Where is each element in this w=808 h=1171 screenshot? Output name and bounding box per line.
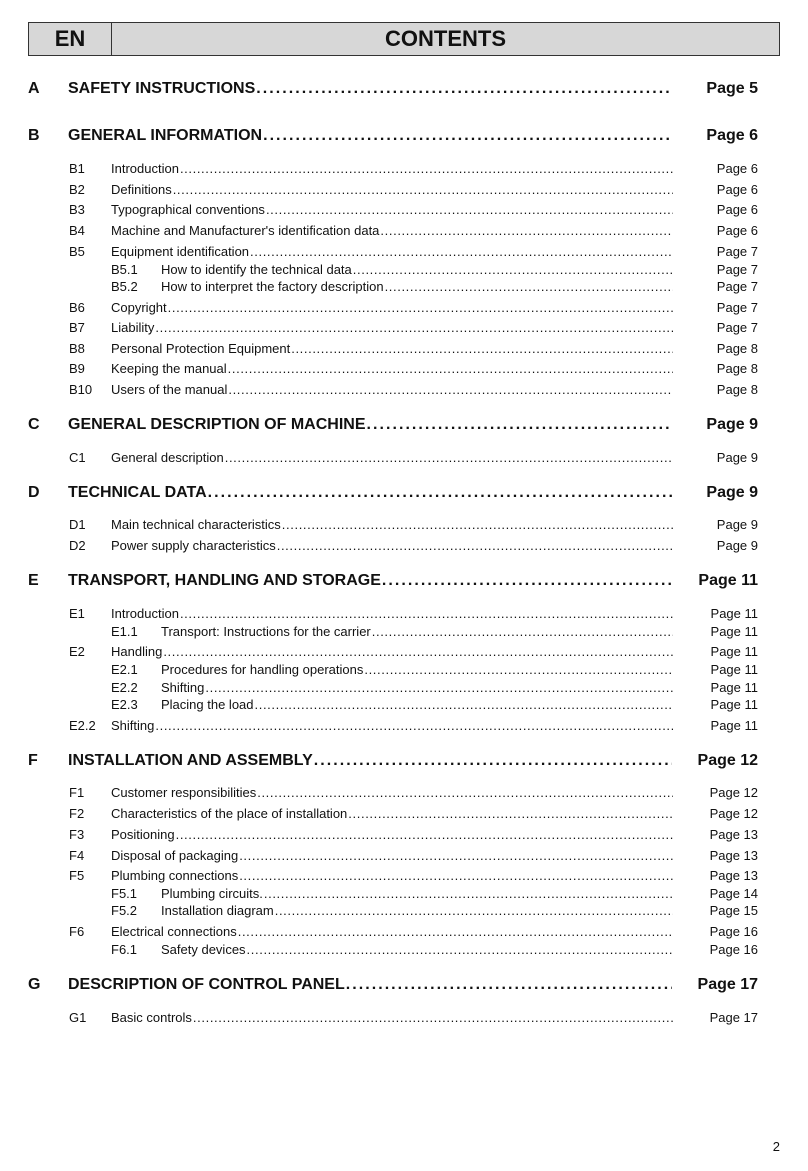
toc-page-ref: Page 7 [716,279,758,294]
toc-code: E2 [69,644,85,659]
toc-entry [0,279,808,295]
toc-code: D1 [69,517,86,532]
toc-entry [0,868,808,884]
toc-code: A [28,80,40,97]
toc-code: E2.3 [111,697,138,712]
toc-title[interactable]: Shifting [161,680,205,695]
toc-code: E [28,572,39,589]
toc-title[interactable]: SAFETY INSTRUCTIONS [68,80,256,97]
toc-page-ref: Page 17 [697,976,758,993]
toc-title[interactable]: General description [111,450,224,465]
toc-page-ref: Page 6 [716,223,758,238]
dot-leader [275,903,673,918]
toc-title[interactable]: Plumbing circuits. [161,886,263,901]
toc-title[interactable]: GENERAL INFORMATION [68,127,263,144]
toc-page-ref: Page 11 [698,572,758,589]
toc-entry [0,450,808,466]
toc-section [0,752,808,774]
toc-code: D [28,484,40,501]
dot-leader [282,517,673,532]
toc-code: D2 [69,538,86,553]
toc-entry [0,300,808,316]
dot-leader [239,868,673,883]
toc-title[interactable]: Plumbing connections [111,868,239,883]
toc-page-ref: Page 7 [716,320,758,335]
toc-page-ref: Page 12 [709,806,758,821]
toc-page-ref: Page 7 [716,300,758,315]
toc-title[interactable]: Disposal of packaging [111,848,239,863]
toc-title[interactable]: Characteristics of the place of installation [111,806,348,821]
toc-title[interactable]: Introduction [111,606,179,621]
dot-leader [250,244,673,259]
toc-code: C1 [69,450,86,465]
toc-entry [0,644,808,660]
dot-leader [264,886,673,901]
toc-entry [0,517,808,533]
toc-title[interactable]: GENERAL DESCRIPTION OF MACHINE [68,416,366,433]
toc-section [0,484,808,506]
toc-code: B [28,127,40,144]
toc-code: B4 [69,223,85,238]
toc-code: B9 [69,361,85,376]
toc-title[interactable]: INSTALLATION AND ASSEMBLY [68,752,313,769]
dot-leader [155,718,673,733]
dot-leader [228,382,673,397]
toc-title[interactable]: Copyright [111,300,167,315]
dot-leader [239,848,673,863]
toc-title[interactable]: Equipment identification [111,244,250,259]
toc-entry [0,806,808,822]
dot-leader [367,416,673,434]
toc-entry [0,341,808,357]
toc-entry [0,886,808,902]
toc-page-ref: Page 7 [716,262,758,277]
toc-title[interactable]: Basic controls [111,1010,192,1025]
toc-code: F [28,752,38,769]
dot-leader [228,361,673,376]
dot-leader [255,697,673,712]
toc-page-ref: Page 9 [706,484,758,501]
toc-code: B5.1 [111,262,138,277]
toc-code: B2 [69,182,85,197]
toc-code: F5.2 [111,903,138,918]
dot-leader [256,80,672,98]
toc-entry [0,680,808,696]
toc-entry [0,924,808,940]
toc-code: B10 [69,382,93,397]
toc-title[interactable]: Personal Protection Equipment [111,341,291,356]
toc-title[interactable]: Electrical connections [111,924,237,939]
toc-page-ref: Page 7 [716,244,758,259]
language-code: EN [29,23,112,55]
toc-page-ref: Page 5 [706,80,758,97]
toc-title[interactable]: TRANSPORT, HANDLING AND STORAGE [68,572,381,589]
toc-code: F4 [69,848,85,863]
dot-leader [180,606,673,621]
toc-code: G1 [69,1010,87,1025]
toc-title[interactable]: Handling [111,644,163,659]
dot-leader [348,806,673,821]
toc-entry [0,785,808,801]
toc-page-ref: Page 11 [710,662,758,677]
toc-page-ref: Page 15 [709,903,758,918]
toc-page-ref: Page 14 [709,886,758,901]
toc-entry [0,223,808,239]
toc-code: F3 [69,827,85,842]
toc-entry [0,262,808,278]
toc-page-ref: Page 12 [697,752,758,769]
toc-entry [0,382,808,398]
toc-code: B5 [69,244,85,259]
toc-title[interactable]: Safety devices [161,942,246,957]
toc-title[interactable]: Introduction [111,161,179,176]
toc-code: F1 [69,785,85,800]
dot-leader [163,644,673,659]
toc-title[interactable]: Users of the manual [111,382,228,397]
toc-title[interactable]: Transport: Instructions for the carrier [161,624,371,639]
page-number: 2 [772,1139,780,1154]
dot-leader [155,320,673,335]
dot-leader [291,341,673,356]
dot-leader [193,1010,673,1025]
toc-code: F5.1 [111,886,138,901]
toc-entry [0,361,808,377]
toc-page-ref: Page 11 [710,718,758,733]
toc-title[interactable]: TECHNICAL DATA [68,484,207,501]
toc-entry [0,903,808,919]
toc-page-ref: Page 8 [716,382,758,397]
toc-title[interactable]: Typographical conventions [111,202,265,217]
toc-title[interactable]: How to interpret the factory description [161,279,384,294]
toc-entry [0,161,808,177]
toc-page-ref: Page 9 [716,517,758,532]
toc-title[interactable]: How to identify the technical data [161,262,352,277]
toc-page-ref: Page 11 [710,644,758,659]
dot-leader [263,127,672,145]
dot-leader [205,680,673,695]
toc-title[interactable]: Liability [111,320,155,335]
toc-page-ref: Page 6 [706,127,758,144]
toc-entry [0,624,808,640]
dot-leader [173,182,673,197]
page-title: CONTENTS [385,26,506,51]
toc-entry [0,606,808,622]
toc-entry [0,942,808,958]
toc-entry [0,538,808,554]
toc-page-ref: Page 16 [709,924,758,939]
dot-leader [247,942,673,957]
toc-section [0,572,808,594]
toc-page-ref: Page 16 [709,942,758,957]
dot-leader [380,223,673,238]
toc-title[interactable]: Definitions [111,182,172,197]
toc-page-ref: Page 12 [709,785,758,800]
toc-page-ref: Page 13 [709,827,758,842]
toc-title[interactable]: DESCRIPTION OF CONTROL PANEL [68,976,345,993]
toc-section [0,416,808,438]
toc-page-ref: Page 11 [710,624,758,639]
toc-code: E2.2 [69,718,96,733]
toc-page-ref: Page 8 [716,361,758,376]
dot-leader [385,279,673,294]
toc-code: E1 [69,606,85,621]
toc-entry [0,827,808,843]
dot-leader [364,662,673,677]
toc-page-ref: Page 8 [716,341,758,356]
toc-entry [0,244,808,260]
dot-leader [314,752,672,770]
toc-entry [0,1010,808,1026]
toc-title[interactable]: Customer responsibilities [111,785,257,800]
toc-title[interactable]: Main technical characteristics [111,517,281,532]
toc-entry [0,182,808,198]
toc-section [0,976,808,998]
toc-title[interactable]: Positioning [111,827,175,842]
toc-code: G [28,976,41,993]
toc-entry [0,718,808,734]
toc-title[interactable]: Procedures for handling operations [161,662,364,677]
toc-code: B1 [69,161,85,176]
dot-leader [208,484,672,502]
toc-code: B6 [69,300,85,315]
dot-leader [168,300,673,315]
toc-section [0,127,808,149]
toc-title[interactable]: Machine and Manufacturer's identification data [111,223,380,238]
toc-page-ref: Page 11 [710,680,758,695]
toc-entry [0,697,808,713]
toc-entry [0,662,808,678]
dot-leader [277,538,673,553]
dot-leader [372,624,673,639]
toc-page-ref: Page 6 [716,161,758,176]
toc-code: E1.1 [111,624,138,639]
dot-leader [266,202,673,217]
toc-code: B3 [69,202,85,217]
dot-leader [382,572,672,590]
toc-page-ref: Page 6 [716,202,758,217]
toc-page-ref: Page 11 [710,606,758,621]
toc-code: E2.1 [111,662,138,677]
toc-code: E2.2 [111,680,138,695]
toc-page-ref: Page 9 [716,538,758,553]
toc-code: B7 [69,320,85,335]
toc-code: F6 [69,924,85,939]
dot-leader [346,976,672,994]
toc-title[interactable]: Keeping the manual [111,361,227,376]
toc-code: C [28,416,40,433]
toc-page-ref: Page 9 [706,416,758,433]
dot-leader [238,924,673,939]
toc-page-ref: Page 9 [716,450,758,465]
toc-title[interactable]: Shifting [111,718,155,733]
toc-code: F6.1 [111,942,138,957]
toc-entry [0,320,808,336]
toc-page-ref: Page 13 [709,868,758,883]
toc-page-ref: Page 17 [709,1010,758,1025]
toc-page-ref: Page 11 [710,697,758,712]
toc-section [0,80,808,102]
contents-header [28,22,780,56]
toc-code: B5.2 [111,279,138,294]
dot-leader [257,785,673,800]
toc-entry [0,848,808,864]
dot-leader [353,262,673,277]
toc-code: B8 [69,341,85,356]
dot-leader [176,827,673,842]
toc-code: F5 [69,868,85,883]
toc-code: F2 [69,806,85,821]
dot-leader [180,161,673,176]
toc-entry [0,202,808,218]
dot-leader [225,450,673,465]
toc-title[interactable]: Installation diagram [161,903,274,918]
toc-title[interactable]: Power supply characteristics [111,538,276,553]
toc-page-ref: Page 6 [716,182,758,197]
toc-title[interactable]: Placing the load [161,697,254,712]
toc-page-ref: Page 13 [709,848,758,863]
